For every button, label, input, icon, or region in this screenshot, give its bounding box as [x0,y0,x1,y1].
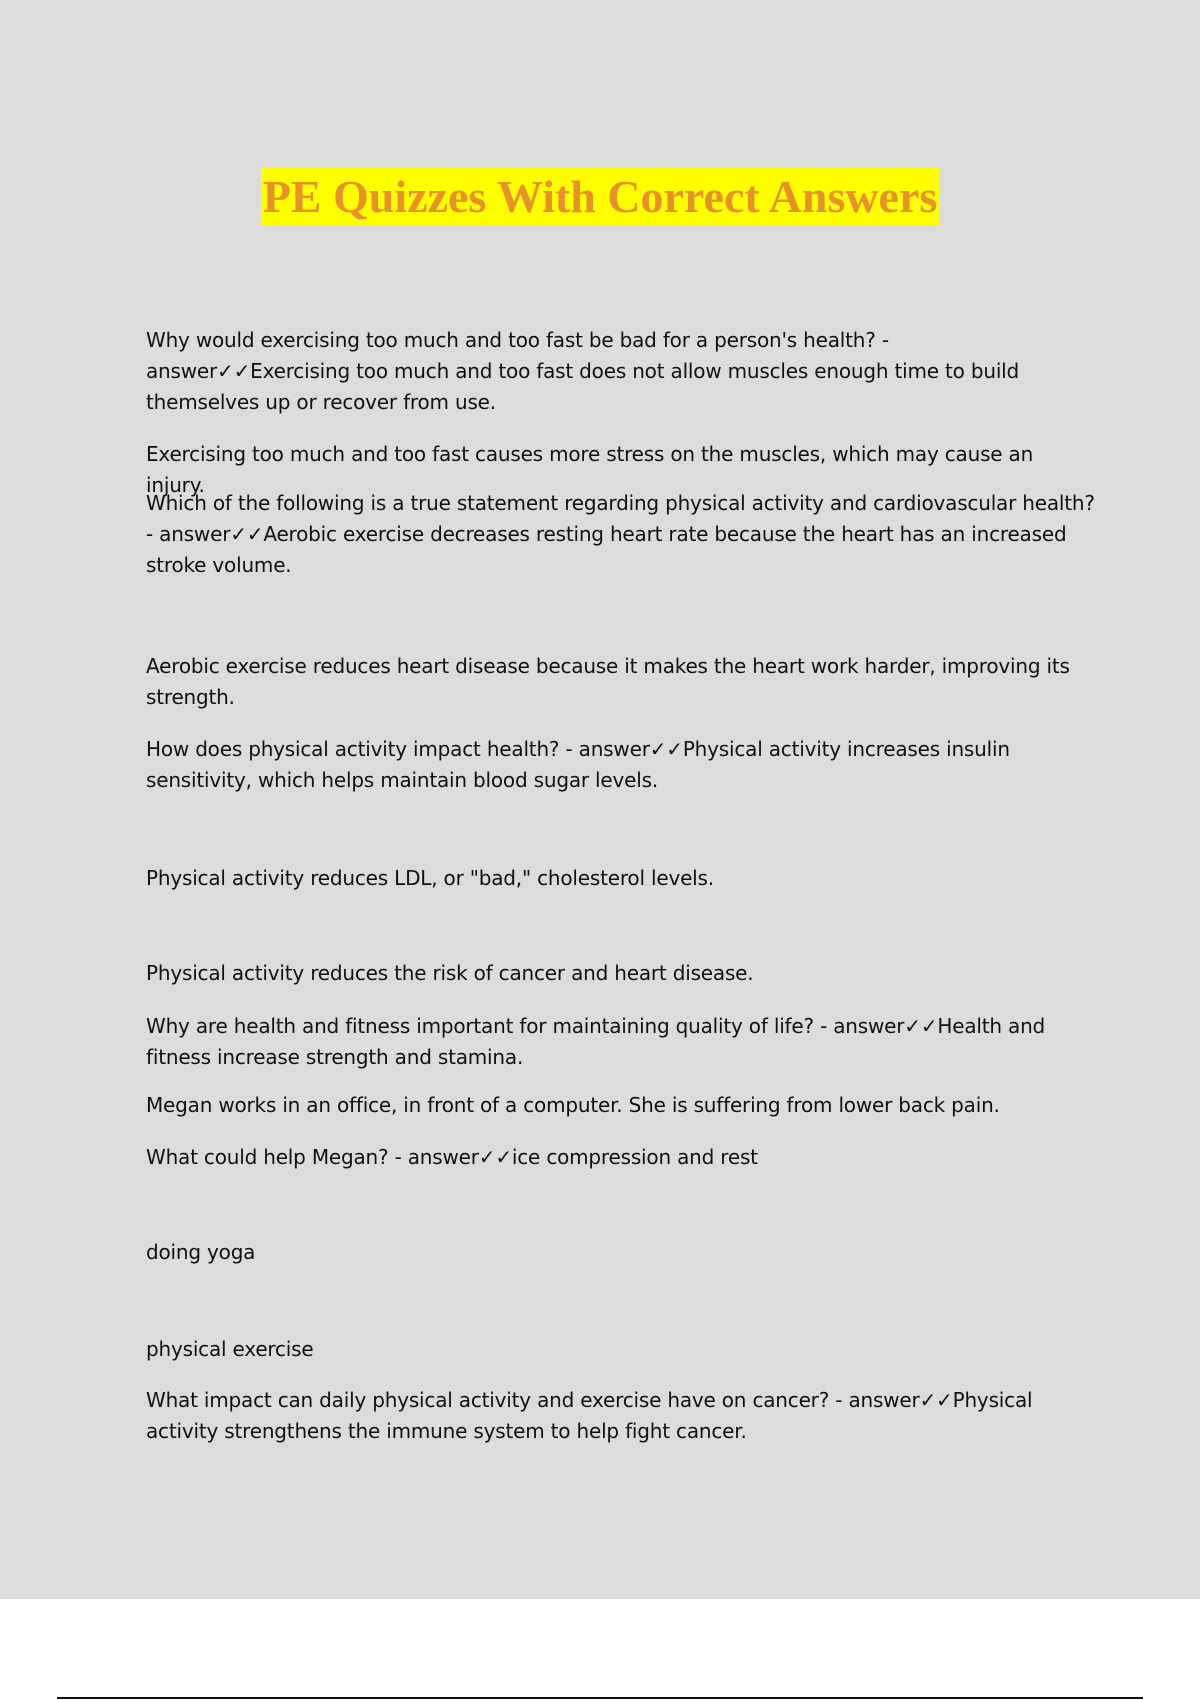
paragraph-answer-5c: physical exercise [146,1337,314,1361]
paragraph-question-1: Why would exercising too much and too fast be bad for a person's health? - answer✓✓Exercising too much and too fast does not allow muscles enough time to build themselves up or recover from use. [146,328,1020,414]
paragraph-question-3: How does physical activity impact health? - answer✓✓Physical activity increases insulin sensitivity, which helps maintain blood sugar levels. [146,737,1010,792]
paragraph-answer-2b: Aerobic exercise reduces heart disease because it makes the heart work harder, improving its strength. [146,654,1070,709]
paragraph-answer-1b: Exercising too much and too fast causes more stress on the muscles, which may cause an injury. [146,442,1034,497]
document-title: PE Quizzes With Correct Answers [261,168,940,226]
paragraph-question-6: What impact can daily physical activity and exercise have on cancer? - answer✓✓Physical activity strengthens the immune system to help fight cancer. [146,1388,1033,1443]
title-container [0,168,1200,226]
paragraph-question-4: Why are health and fitness important for maintaining quality of life? - answer✓✓Health and fitness increase strength and stamina. [146,1014,1046,1069]
paragraph-answer-5b: doing yoga [146,1240,256,1264]
paragraph-answer-3c: Physical activity reduces the risk of cancer and heart disease. [146,961,754,985]
paragraph-question-5: What could help Megan? - answer✓✓ice compression and rest [146,1145,758,1169]
paragraph-answer-3b: Physical activity reduces LDL, or "bad," cholesterol levels. [146,866,714,890]
footer-divider [57,1697,1143,1699]
paragraph-question-5-intro: Megan works in an office, in front of a computer. She is suffering from lower back pain. [146,1093,1000,1117]
paragraph-question-2: Which of the following is a true statement regarding physical activity and cardiovascular health? - answer✓✓Aerobic exercise decreases resting heart rate because the heart has an increased stroke volume. [146,491,1095,577]
